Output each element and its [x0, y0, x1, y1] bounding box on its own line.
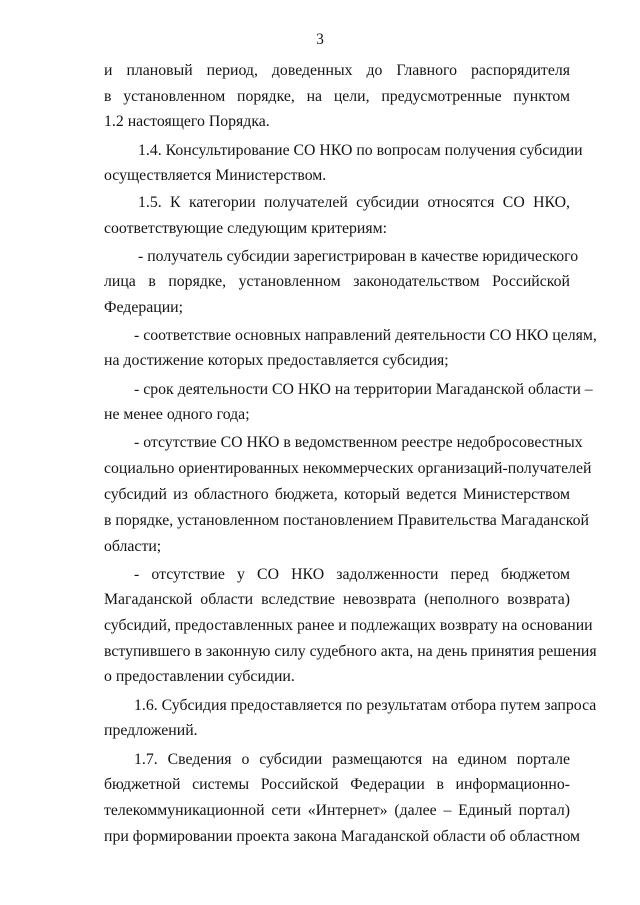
text-line: в порядке, установленном постановлением Правительства Магаданской — [104, 512, 589, 529]
text-line: субсидий из областного бюджета, который ведется Министерством — [104, 486, 570, 503]
text-line: 1.4. Консультирование СО НКО по вопросам получения субсидии — [138, 142, 583, 159]
page-number: 3 — [316, 31, 324, 48]
text-line: Федерации; — [104, 299, 183, 316]
text-line: соответствующие следующим критериям: — [104, 220, 388, 237]
text-line: - отсутствие СО НКО в ведомственном реестре недобросовестных — [134, 434, 583, 451]
text-line: субсидий, предоставленных ранее и подлежащих возврату на основании — [104, 617, 593, 634]
text-line: осуществляется Министерством. — [104, 167, 327, 184]
text-line: области; — [104, 538, 162, 555]
text-line: о предоставлении субсидии. — [104, 668, 295, 685]
text-line: в установленном порядке, на цели, предусмотренные пунктом — [104, 88, 570, 105]
text-line: вступившего в законную силу судебного акта, на день принятия решения — [104, 643, 597, 660]
text-line: на достижение которых предоставляется субсидия; — [104, 352, 449, 369]
text-line: - получатель субсидии зарегистрирован в качестве юридического — [138, 248, 579, 265]
text-line: - отсутствие у СО НКО задолженности перед бюджетом — [134, 566, 570, 583]
text-line: и плановый период, доведенных до Главного распорядителя — [104, 62, 570, 79]
text-line: 1.5. К категории получателей субсидии относятся СО НКО, — [138, 194, 570, 211]
text-line: - срок деятельности СО НКО на территории Магаданской области – — [134, 381, 593, 398]
text-line: - соответствие основных направлений деятельности СО НКО целям, — [134, 327, 597, 344]
text-line: Магаданской области вследствие невозврата (неполного возврата) — [104, 591, 570, 608]
text-line: предложений. — [104, 722, 198, 739]
text-line: не менее одного года; — [104, 406, 250, 423]
text-line: 1.2 настоящего Порядка. — [104, 113, 270, 130]
text-line: бюджетной системы Российской Федерации в информационно- — [104, 776, 570, 793]
text-line: телекоммуникационной сети «Интернет» (далее – Единый портал) — [104, 802, 570, 819]
text-line: социально ориентированных некоммерческих организаций-получателей — [104, 460, 592, 477]
text-line: 1.6. Субсидия предоставляется по результатам отбора путем запроса — [134, 697, 597, 714]
text-line: 1.7. Сведения о субсидии размещаются на едином портале — [134, 751, 570, 768]
text-line: при формировании проекта закона Магаданской области об областном — [104, 828, 581, 845]
text-line: лица в порядке, установленном законодательством Российской — [104, 273, 570, 290]
